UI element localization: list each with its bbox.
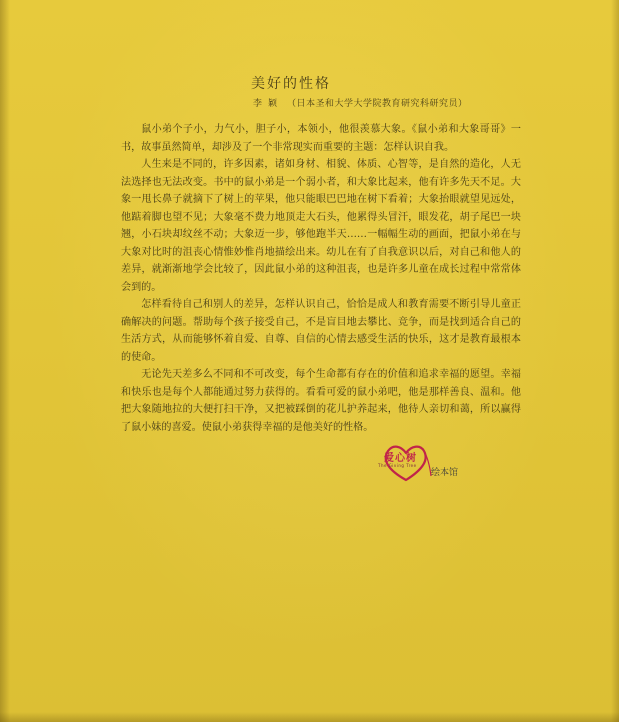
logo-tagline: The Giving Tree <box>378 463 417 468</box>
paragraph-4: 无论先天差多么不同和不可改变，每个生命都有存在的价值和追求幸福的愿望。幸福和快乐也是每个人都能通过努力获得的。看看可爱的鼠小弟吧，他是那样善良、温和。他把大象随地拉的大便打扫干净，又把被踩倒的花儿护养起来，他待人亲切和蔼，所以赢得了鼠小妹的喜爱。使鼠小弟获得幸福的是他美好的性格。 <box>121 369 521 433</box>
article-byline <box>253 96 468 109</box>
paragraph-1: 鼠小弟个子小，力气小，胆子小，本领小，他很羡慕大象。《鼠小弟和大象哥哥》一书，故事虽然简单，却涉及了一个非常现实而重要的主题：怎样认识自我。 <box>121 124 521 153</box>
article-title: 美好的性格 <box>251 76 331 92</box>
page-edge-shadow-bottom <box>0 712 619 722</box>
paragraph-2: 人生来是不同的，许多因素，诸如身材、相貌、体质、心智等，是自然的造化，人无法选择也无法改变。书中的鼠小弟是一个弱小者，和大象比起来，他有许多先天不足。大象一甩长鼻子就摘下了树上的苹果，他只能眼巴巴地在树下看着；大象抬眼就望见远处，他踮着脚也望不见；大象毫不费力地顶走大石头，他累得头冒汗，眼发花，胡子尾巴一块翘，小石块却纹丝不动；大象迈一步，够他跑半天……一幅幅生动的画面，把鼠小弟在与大象对比时的沮丧心情惟妙惟肖地描绘出来。幼儿在有了自我意识以后，对自己和他人的差异，就渐渐地学会比较了，因此鼠小弟的这种沮丧，也是许多儿童在成长过程中常常体会到的。 <box>121 159 521 293</box>
paragraph-3: 怎样看待自己和别人的差异，怎样认识自己，恰恰是成人和教育需要不断引导儿童正确解决的问题。帮助每个孩子接受自己，不是盲目地去攀比、竞争，而是找到适合自己的生活方式，从而能够怀着自爱、自尊、自信的心情去感受生活的快乐，这才是教育最根本的使命。 <box>121 299 521 363</box>
logo-suffix: 绘本馆 <box>431 468 459 478</box>
article-body <box>121 121 521 436</box>
publisher-logo <box>368 440 478 486</box>
author-name: 李颖 <box>253 99 284 109</box>
page-edge-shadow-right <box>611 0 619 722</box>
page-edge-shadow-left <box>0 0 10 722</box>
author-affiliation: （日本圣和大学大学院教育研究科研究员） <box>287 99 468 109</box>
logo-name: 爱心树 <box>384 453 417 464</box>
